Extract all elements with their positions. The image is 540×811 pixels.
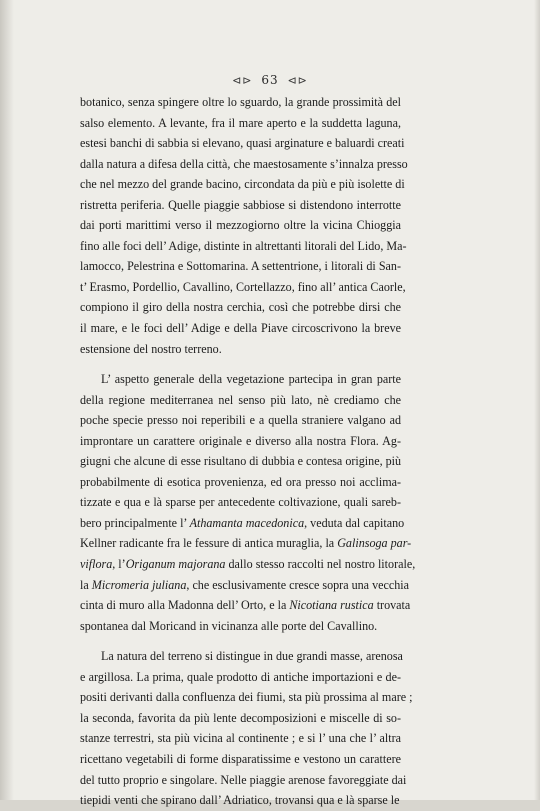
text-line: ricettano vegetabili di forme disparatissime e vestono un carattere bbox=[80, 751, 401, 766]
text-line: estesi banchi di sabbia si elevano, quasi arginature e baluardi creati bbox=[80, 136, 405, 151]
ornament-left-icon: ⊲⊳ bbox=[232, 74, 253, 87]
text-line: compiono il giro della nostra cerchia, così che potrebbe dirsi che bbox=[80, 300, 401, 315]
text-line: dai porti marittimi verso il mezzogiorno oltre la vicina Chioggia bbox=[80, 218, 401, 233]
text-line: estensione del nostro terreno. bbox=[80, 341, 222, 356]
text-line: lamocco, Pelestrina e Sottomarina. A settentrione, i litorali di San- bbox=[80, 259, 401, 274]
paragraph bbox=[80, 646, 413, 810]
text-line: viflora, l’Origanum majorana dallo stesso raccolti nel nostro litorale, bbox=[80, 557, 416, 572]
body-text bbox=[80, 92, 416, 811]
text-line: del tutto proprio e singolare. Nelle piaggie arenose favoreggiate dai bbox=[80, 772, 407, 787]
paragraph bbox=[80, 92, 408, 359]
text-line: bero principalmente l’ Athamanta macedonica, veduta dal capitano bbox=[80, 515, 405, 530]
text-line: probabilmente di esotica provenienza, ed ora presso noi acclima- bbox=[80, 474, 401, 489]
page-header bbox=[0, 73, 540, 87]
text-line: Kellner radicante fra le fessure di antica muraglia, la Galinsoga par- bbox=[80, 536, 412, 551]
text-line: stanze terrestri, sta più vicina al continente ; e si l’ una che l’ altra bbox=[80, 731, 401, 746]
text-line: e argillosa. La prima, quale prodotto di antiche importazioni e de- bbox=[80, 669, 401, 684]
page-number: 63 bbox=[261, 73, 279, 87]
text-line: giugni che alcune di esse risultano di dubbia e contesa origine, più bbox=[80, 454, 402, 469]
paragraph bbox=[80, 369, 416, 636]
text-line: improntare un carattere originale e diverso alla nostra Flora. Ag- bbox=[80, 433, 401, 448]
text-line: La natura del terreno si distingue in due grandi masse, arenosa bbox=[101, 649, 403, 664]
text-line: della regione mediterranea nel senso più lato, nè crediamo che bbox=[80, 392, 401, 407]
text-line: la seconda, favorita da più lente decomposizioni e miscelle di so- bbox=[80, 710, 401, 725]
text-line: cinta di muro alla Madonna dell’ Orto, e la Nicotiana rustica trovata bbox=[80, 598, 411, 613]
text-line: positi derivanti dalla confluenza dei fiumi, sta più prossima al mare ; bbox=[80, 690, 413, 705]
text-line: fino alle foci dell’ Adige, distinte in altrettanti litorali del Lido, Ma- bbox=[80, 238, 407, 253]
text-line: ristretta periferia. Quelle piaggie sabbiose si distendono interrotte bbox=[80, 197, 401, 212]
text-line: salso elemento. A levante, fra il mare aperto e la suddetta laguna, bbox=[80, 115, 401, 130]
text-line: il mare, e le foci dell’ Adige e della Piave circoscrivono la breve bbox=[80, 321, 401, 336]
paragraph-gap bbox=[80, 359, 401, 369]
text-line: che nel mezzo del grande bacino, circondata da più e più isolette di bbox=[80, 177, 405, 192]
text-line: poche specie presso noi reperibili e a quella straniere valgano ad bbox=[80, 413, 401, 428]
text-line: tiepidi venti che spirano dall’ Adriatico, trovansi qua e là sparse le bbox=[80, 793, 400, 808]
ornament-right-icon: ⊲⊳ bbox=[287, 74, 308, 87]
text-line: L’ aspetto generale della vegetazione partecipa in gran parte bbox=[101, 372, 401, 387]
text-line: spontanea dal Moricand in vicinanza alle porte del Cavallino. bbox=[80, 618, 378, 633]
text-line: la Micromeria juliana, che esclusivamente cresce sopra una vecchia bbox=[80, 577, 410, 592]
text-line: t’ Erasmo, Pordellio, Cavallino, Cortellazzo, fino all’ antica Caorle, bbox=[80, 279, 406, 294]
text-line: dalla natura a difesa della città, che maestosamente s’innalza presso bbox=[80, 156, 408, 171]
text-line: tizzate e qua e là sparse per antecedente coltivazione, quali sareb- bbox=[80, 495, 401, 510]
paragraph-gap bbox=[80, 636, 401, 646]
text-line: botanico, senza spingere oltre lo sguardo, la grande prossimità del bbox=[80, 95, 401, 109]
